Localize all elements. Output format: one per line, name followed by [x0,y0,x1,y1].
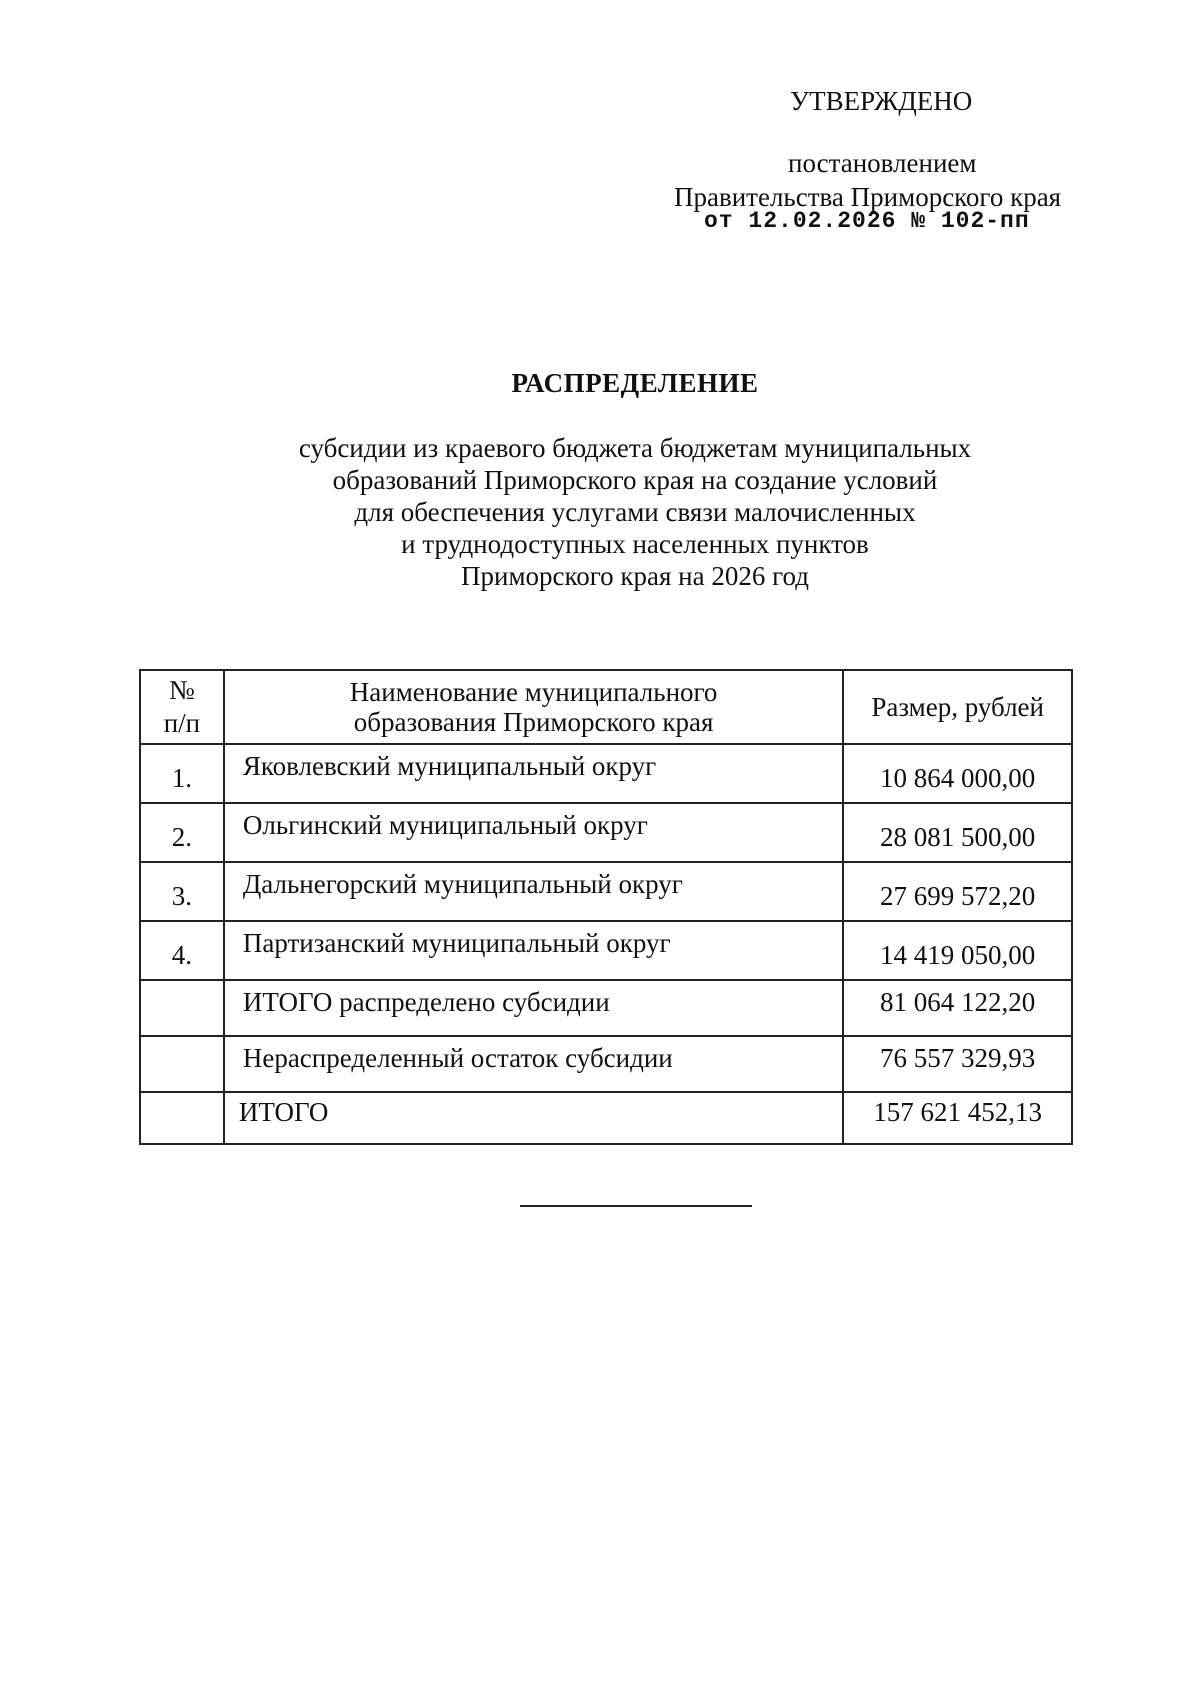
row-municipality: Яковлевский муниципальный округ [224,744,844,803]
row-number: 4. [140,921,224,980]
header-amount: Размер, рублей [843,670,1072,744]
undistributed-amount: 76 557 329,93 [843,1036,1072,1092]
row-number: 1. [140,744,224,803]
table-header-row [140,670,1072,744]
table-row [140,803,1072,862]
header-name [224,670,844,744]
closing-divider [520,1205,752,1207]
header-number [140,670,224,744]
decree-label: постановлением [788,148,977,178]
document-subtitle [0,432,1200,592]
distributed-total-row [140,980,1072,1036]
row-municipality: Дальнегорский муниципальный округ [224,862,844,921]
row-amount: 14 419 050,00 [843,921,1072,980]
undistributed-row [140,1036,1072,1092]
subtitle-line: для обеспечения услугами связи малочисленных [354,497,916,527]
header-number-line: № [169,675,195,705]
approved-label: УТВЕРЖДЕНО [790,86,973,116]
header-number-line: п/п [163,708,201,738]
table-row [140,862,1072,921]
row-municipality: Партизанский муниципальный округ [224,921,844,980]
header-name-line: Наименование муниципального [349,677,718,707]
distribution-table [139,669,1073,1145]
subtitle-line: субсидии из краевого бюджета бюджетам муниципальных [298,433,972,463]
document-title: РАСПРЕДЕЛЕНИЕ [511,368,759,398]
row-amount: 28 081 500,00 [843,803,1072,862]
decree-reference: от 12.02.2026 № 102-пп [704,208,1030,234]
distributed-total-label: ИТОГО распределено субсидии [224,980,844,1036]
grand-total-amount: 157 621 452,13 [843,1092,1072,1144]
distributed-total-amount: 81 064 122,20 [843,980,1072,1036]
subtitle-line: и труднодоступных населенных пунктов [401,529,869,559]
grand-total-row [140,1092,1072,1144]
row-amount: 10 864 000,00 [843,744,1072,803]
subtitle-line: Приморского края на 2026 год [461,561,809,591]
subtitle-line: образований Приморского края на создание условий [332,465,938,495]
government-label: Правительства Приморского края [674,182,1062,212]
empty-number-cell [140,1036,224,1092]
empty-number-cell [140,1092,224,1144]
table-row [140,921,1072,980]
row-amount: 27 699 572,20 [843,862,1072,921]
row-number: 2. [140,803,224,862]
row-number: 3. [140,862,224,921]
empty-number-cell [140,980,224,1036]
header-name-line: образования Приморского края [353,707,714,737]
table-row [140,744,1072,803]
undistributed-label: Нераспределенный остаток субсидии [224,1036,844,1092]
grand-total-label: ИТОГО [224,1092,844,1144]
row-municipality: Ольгинский муниципальный округ [224,803,844,862]
